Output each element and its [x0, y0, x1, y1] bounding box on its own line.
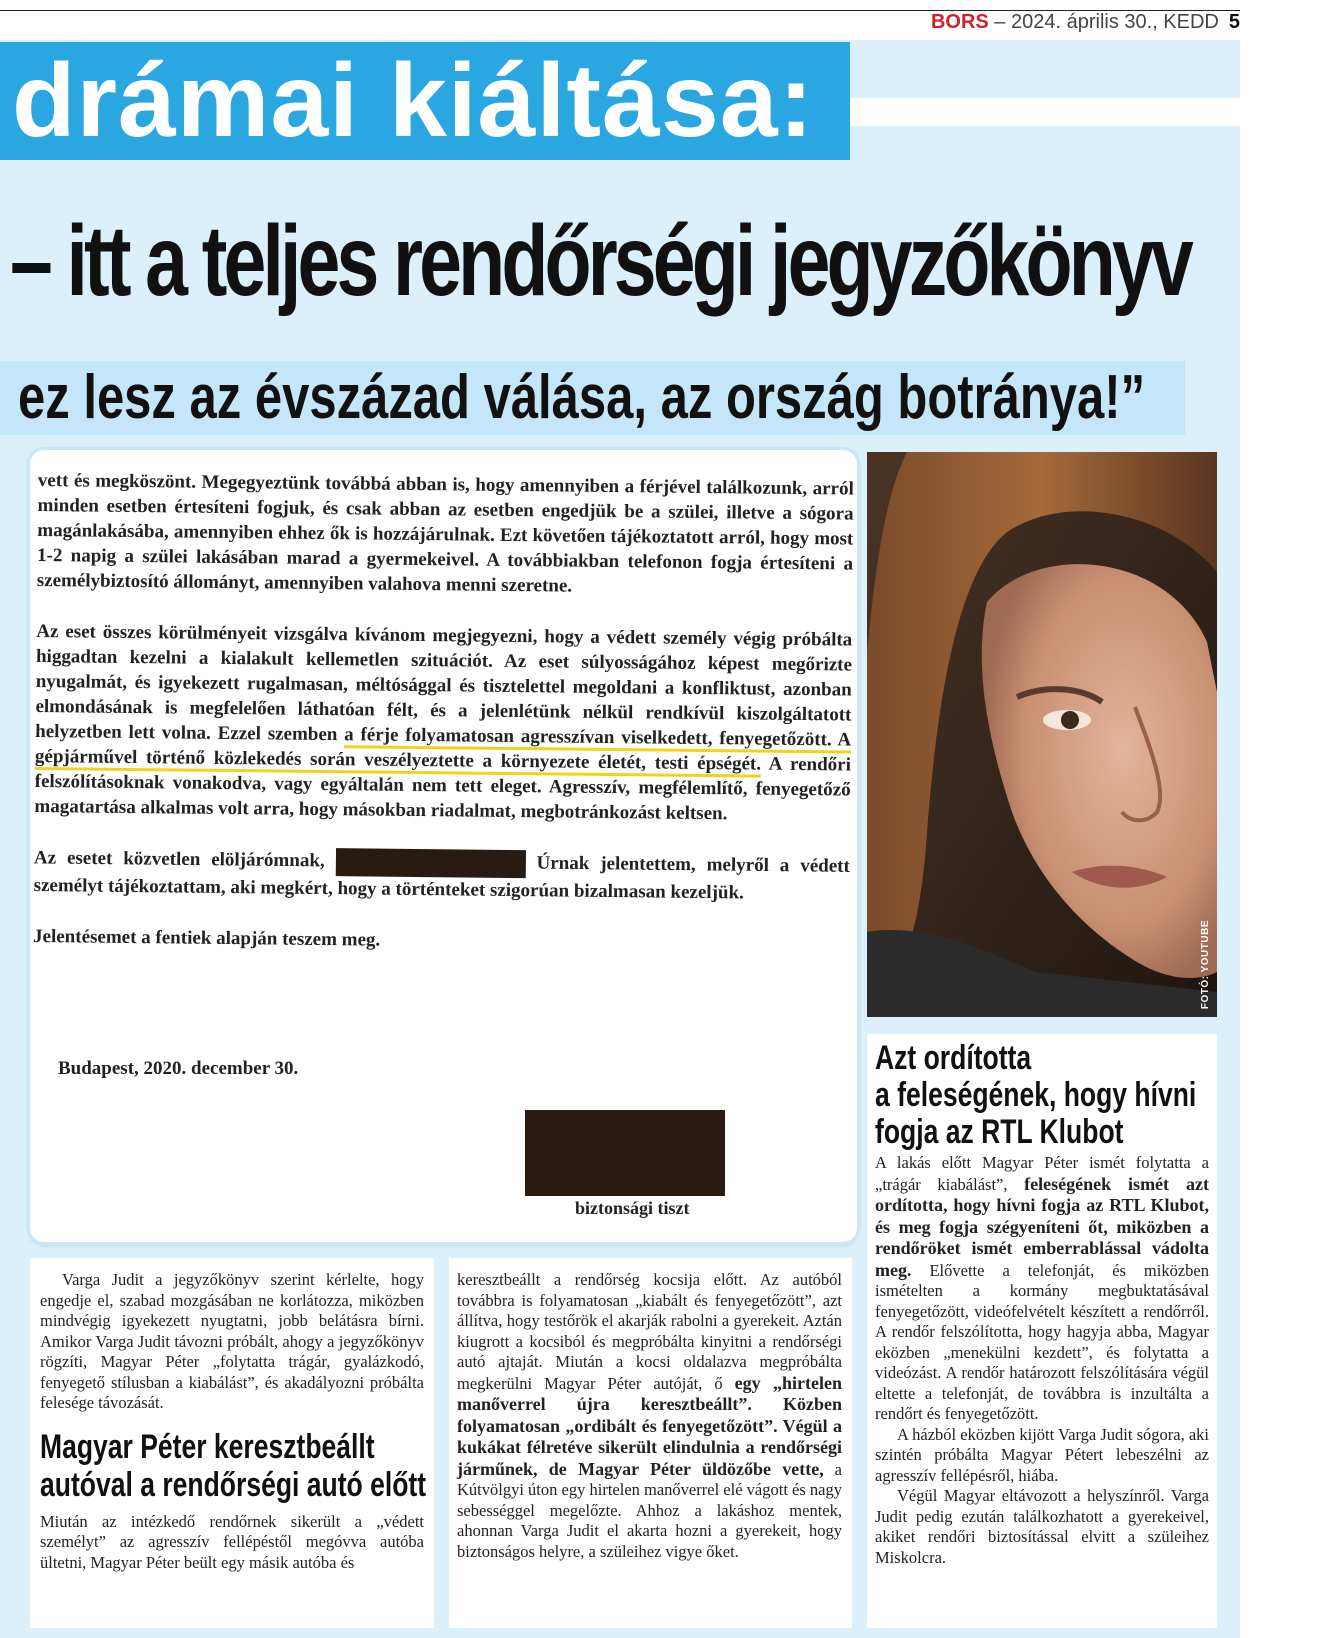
article-text: Elővette a telefonját, és miközben ismételten a kormány megbuktatásával fenyegetőzött, videófelvételt készített a rendőrről. A rendőr felszólította, hogy hagyja abba, Magyar eközben „menekülni kezdett”, és folytatta a videózást. A rendőr határozott felszólítására végül eltette a telefonját, de továbbra is inzultálta a rendőrt és fenyegetőzött.: [875, 1260, 1209, 1423]
report-text: Úrnak jelentettem, melyről a védett személyt tájékoztattam, aki megkért, hogy a történteket szigorúan bizalmasan kezeljük.: [33, 852, 850, 904]
page-header: [931, 11, 1240, 34]
report-paragraph: Jelentésemet a fentiek alapján teszem meg.: [32, 925, 381, 951]
report-paragraph: [33, 845, 850, 907]
portrait-photo: [867, 452, 1217, 1017]
article-emphasis: egy „hirtelen manőverrel újra keresztbeállt”. Közben folyamatosan „ordibált és fenyegetőzött”. Végül a kukákat félretéve sikerült elindulnia a rendőrségi járműnek, de Magyar Péter üldözőbe vette,: [457, 1372, 842, 1479]
report-city-date: Budapest, 2020. december 30.: [58, 1058, 299, 1079]
report-text: Az esetet közvetlen elöljárómnak,: [33, 847, 336, 872]
article-column-1: [30, 1258, 434, 1628]
article-column-3: [867, 1034, 1217, 1628]
article-paragraph: [875, 1486, 1209, 1568]
headline-divider-strip: [850, 98, 1240, 126]
report-text: Az eset összes körülményeit vizsgálva kívánom megjegyezni, hogy a védett személy végig próbálta higgadtan kezelni a kialakult kellemetlen szituációt. Az eset súlyosságához képest megőrizte nyugalmát, és igyekezett rugalmasan, méltósággal és tisztelettel megoldani a konfliktust, azonban elmondásának is megfelelően láthatóan félt, és a jelenlétünk nélkül rendkívül kiszolgáltatott helyzetben lett volna. Ezzel szemben: [35, 620, 853, 746]
subheading-line: Magyar Péter keresztbeállt: [40, 1427, 375, 1466]
article-text: Varga Judit a jegyzőkönyv szerint kérlelte, hogy engedje el, szabad mozgásában ne korlátozza, miközben mindvégig igyekezett nyugtatni, jobb belátásra bírni. Amikor Varga Judit távozni próbált, ahogy a jegyzőkönyv rögzíti, Magyar Péter „folytatta trágár, gyalázkodó, fenyegető stílusban a kiabálást”, és akadályozni próbálta felesége távozását.: [40, 1270, 424, 1412]
sidebar-heading: [875, 1039, 1197, 1151]
report-highlight: a férje folyamatosan agresszívan viselkedett, fenyegetőzött. A gépjárművel történő közlekedés során veszélyeztette a környezete életét, testi épségét.: [35, 724, 851, 777]
report-text: A rendőri felszólításoknak vonakodva, vagy egyáltalán nem tett eleget. Agresszív, megfélemlítő, fenyegetőző magatartása alkalmas volt arra, hogy másokban riadalmat, megbotránkozást keltsen.: [34, 753, 852, 825]
article-text: a Kútvölgyi úton egy hirtelen manőverrel elé vágott és nagy sebességgel megelőzte. Ahhoz a lakáshoz mentek, ahonnan Varga Judit el akarta hozni a gyerekeit, hogy biztonságos helyre, a szüleihez vigye őket.: [457, 1459, 842, 1561]
article-paragraph: [40, 1270, 424, 1414]
article-text: A házból eközben kijött Varga Judit sógora, aki szintén próbálta Magyar Pétert lebeszélni az agresszív fellépésről, hiába.: [875, 1424, 1209, 1485]
sidebar-heading-line: a feleségének, hogy hívni: [875, 1076, 1197, 1114]
signature-label: biztonsági tiszt: [575, 1198, 690, 1218]
photo-credit: FOTÓ: YOUTUBE: [1200, 919, 1211, 1009]
sidebar-heading-line: Azt ordította: [875, 1039, 1032, 1077]
redacted-signature-block: [525, 1110, 725, 1196]
headline-quote: ez lesz az évszázad válása, az ország botránya!”: [18, 363, 1146, 432]
article-text: keresztbeállt a rendőrség kocsija előtt. Az autóból továbbra is folyamatosan „kiabált és fenyegetőzött”, azt állítva, hogy testőrök el akarják rabolni a gyerekeit. Aztán kiugrott a kocsiból és megpróbálta kinyitni a rendőrségi autó ajtaját. Miután a kocsi oldalazva megpróbálta megkerülni Magyar Péter autóját, ő: [457, 1270, 842, 1393]
report-paragraph: [34, 619, 852, 828]
sidebar-heading-line: fogja az RTL Klubot: [875, 1113, 1124, 1151]
police-report-scan: [30, 450, 857, 1242]
police-report-text: [33, 468, 854, 984]
article-column-2: [449, 1258, 852, 1628]
article-paragraph: [875, 1425, 1209, 1487]
redacted-name-block: [335, 848, 525, 878]
headline-line-2: – itt a teljes rendőrségi jegyzőkönyv: [10, 205, 1190, 317]
article-emphasis: feleségének ismét azt ordította, hogy hívni fogja az RTL Klubot, és meg fogja szégyeníteni őt, miközben a rendőröket ismét emberrablással vádolta meg.: [875, 1173, 1210, 1280]
subheading: [40, 1427, 427, 1504]
brand-name: BORS: [930, 11, 989, 33]
headline-line-1: drámai kiáltása:: [0, 42, 850, 160]
article-text: A lakás előtt Magyar Péter ismét folytatta a „trágár kiabálást”,: [875, 1153, 1209, 1194]
subheading-line: autóval a rendőrségi autó előtt: [40, 1465, 427, 1504]
portrait-illustration: [867, 452, 1217, 1017]
article-paragraph: [875, 1153, 1209, 1425]
report-paragraph: vett és megköszönt. Megegyeztünk továbbá abban is, hogy amennyiben a férjével találkozunk, arról minden esetben értesíteni fogjuk, és csak abban az esetben engedjük be a szülei, illetve a sógora magánlakásába, amennyiben ehhez ők is hozzájárulnak. Ezt követően tájékoztatott arról, hogy most 1-2 napig a szülei lakásában marad a gyermekeivel. A továbbiakban telefonon fogja értesíteni a személybiztosító állományt, amennyiben valahova menni szeretne.: [36, 469, 854, 597]
article-paragraph: [457, 1270, 842, 1562]
article-paragraph: Miután az intézkedő rendőrnek sikerült a „védett személyt” az agresszív fellépéstől megóvva autóba ültetni, Magyar Péter beült egy másik autóba és: [40, 1511, 424, 1572]
issue-date: – 2024. április 30., KEDD: [988, 11, 1219, 33]
page-number: 5: [1228, 11, 1240, 33]
article-text: Végül Magyar eltávozott a helyszínről. Varga Judit pedig ezután találkozhatott a gyerekeivel, akiket rendőri biztosítással elvitt a szüleihez Miskolcra.: [875, 1486, 1209, 1567]
